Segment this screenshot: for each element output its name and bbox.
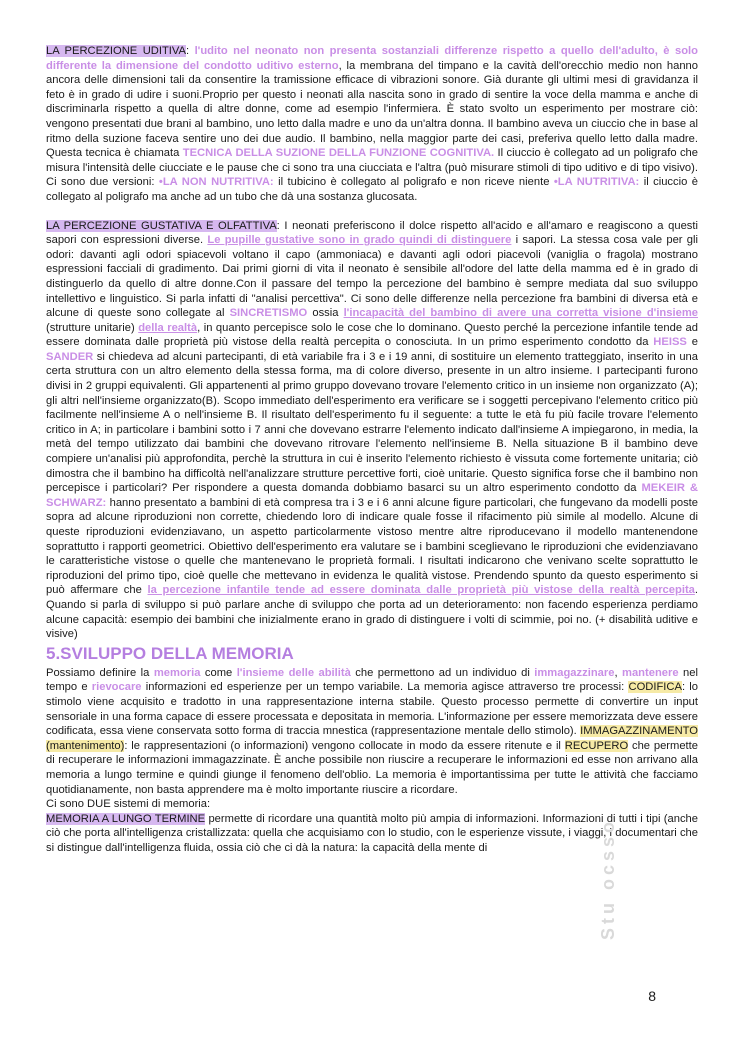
p3-run: che permette di recuperare le informazioni immagazzinate. È anche possibile non riuscire a recuperare le informazioni ed esse non arrivano alla memoria a lungo termine e quindi giunge il fenomeno dell'oblio. La memoria è importantissima per tutte le attività che facciamo quotidianamente, non basta apprendere ma è molto importante riuscire a ricordare. [46, 739, 698, 796]
p3-run: immagazzinare [534, 666, 615, 679]
p2-run: SINCRETISMO [229, 307, 308, 320]
p2-run: . Quando si parla di sviluppo si può parlare anche di sviluppo che porta ad un deterioramento: non facendo esperienza perdiamo alcune capacità: esempio dei bambini che inizialmente erano in grado di distinguere i volti di scimmie, poi no. (+ disabilità uditive e visive) [46, 584, 698, 641]
p1-run: Il ciuccio è collegato ad un poligrafo che misura l'intensità delle ciucciate e le pause che ci sono tra una ciucciata e l'altra (può misurare stimoli di tipo uditivo e di tipo visivo). Ci sono due versioni: [46, 147, 698, 189]
watermark: Stu ocsso [598, 817, 618, 940]
section-heading-memoria: 5.SVILUPPO DELLA MEMORIA [46, 643, 294, 663]
p3-run: rievocare [91, 681, 142, 694]
p1-run: •LA NUTRITIVA: [553, 176, 640, 189]
p2-run: SANDER [46, 350, 94, 363]
p2-run: l'incapacità del bambino di avere una corretta visione d'insieme [343, 307, 698, 320]
p2-run: MEKEIR & SCHWARZ: [46, 482, 698, 509]
p5-run: permette di ricordare una quantità molto più ampia di informazioni. Informazioni di tutti i tipi (anche ciò che porta all'intelligenza cristallizzata: quella che acquisiamo con lo studio, con le esperienze vissute, i viaggi, i documentari che si distingue dall'intelligenza fluida, ossia ciò che ci dà la natura: la capacità della mente di [46, 812, 699, 854]
p3-run: : lo stimolo viene acquisito e tradotto in una rappresentazione interna stabile. Questo processo permette di convertire un input sensoriale in una forma capace di essere processata e depositata in memoria. L'informazione per essere memorizzata deve essere codificata, essa viene conservata sotto forma di traccia mnestica (rappresentazione mentale dello stimolo). [46, 681, 698, 738]
p3-run: che permettono ad un individuo di [350, 666, 535, 679]
p5-run: MEMORIA A LUNGO TERMINE [46, 812, 206, 825]
p1-run: LA PERCEZIONE UDITIVA [46, 45, 187, 57]
p2-run: LA PERCEZIONE GUSTATIVA E OLFATTIVA [46, 219, 277, 232]
p3-run: : le rappresentazioni (o informazioni) vengono collocate in modo da essere ritenute e il [124, 739, 565, 752]
p3-run: , [614, 666, 623, 679]
p2-run: hanno presentato a bambini di età compresa tra i 3 e i 6 anni alcune figure particolari, che fungevano da modelli poste sopra ad alcune riproduzioni non corrette, chiedendo loro di indicare quale fosse il rifacimento più simile al modello. Alcune di queste riproduzioni evidenziavano, un aspetto particolarmente vistoso mentre altre riproducevano il modello mantenendone soprattutto i rapporti geometrici. Obiettivo dell'esperimento era valutare se i bambini sceglievano le riproduzioni che evidenziavano le caratteristiche vistose o quelle che mantenevano le proprietà formali. I risultati indicarono che venivano scelte soprattutto le riproduzioni del primo tipo, cioè quelle che mettevano in evidenza le qualità vistose. Prendendo spunto da questo esperimento si può affermare che [46, 496, 698, 597]
p1-run: TECNICA DELLA SUZIONE DELLA FUNZIONE COGNITIVA. [182, 147, 495, 160]
p3-run: Possiamo definire la [46, 666, 154, 679]
p1-run: , la membrana del timpano e la cavità dell'orecchio medio non hanno ancora delle dimensioni tali da consentire la tramissione efficace di vibrazioni sonore. Già durante gli ultimi mesi di gravidanza il feto è in grado di udire i suoni.Proprio per questo i neonati alla nascita sono in grado di sentire la voce della mamma e anche di discriminarla rispetto a quella di altre donne, come ad esempio l'infermiera. È stato svolto un esperimento per mostrare ciò: vengono presentati due brani al bambino, uno letto dalla madre e uno da un'altra donna. Il bambino aveva un ciuccio che in base al ritmo della suzione faceva sentire uno dei due audio. Il bambino, nella maggior parte dei casi, preferiva quello letto dalla madre. Questa tecnica è chiamata [46, 59, 698, 160]
p2-run: (strutture unitarie) [46, 321, 139, 334]
p3-run: l'insieme delle abilità [236, 666, 351, 679]
p2-run: HEISS [653, 336, 687, 349]
p3-run: come [200, 666, 237, 679]
p1-run: il tubicino è collegato al poligrafo e non riceve niente [273, 176, 554, 189]
p2-run: e [686, 336, 698, 349]
p3-run: nel tempo e [46, 666, 698, 694]
p2-run: : I neonati preferiscono il dolce rispetto all'acido e all'amaro e reagiscono a questi sapori con espressioni diverse. [46, 219, 698, 247]
p2-run: la percezione infantile tende ad essere dominata dalle proprietà più vistose della realtà percepita [147, 584, 695, 597]
p2-run: della realtà [138, 321, 198, 334]
p2-run: i sapori. La stessa cosa vale per gli odori: davanti agli odori spiacevoli voltano il capo (ammoniaca) e davanti agli odori piacevoli (vaniglia o fragola) mostrano espressioni facciali di gradimento. Dai primi giorni di vita il neonato è sensibile all'odore del latte della mamma ed è in grado di distinguerlo da quello di altre donne.Con il passare del tempo la percezione del bambino è sempre mediata dal suo sviluppo intellettivo e linguistico. Si parla infatti di "analisi percettiva". Ci sono delle differenze nella percezione fra bambini di diversa età e alcune di queste sono collegate al [46, 234, 698, 320]
p3-run: informazioni ed esperienze per un tempo variabile. La memoria agisce attraverso tre processi: [141, 681, 629, 694]
p3-run: RECUPERO [564, 739, 629, 752]
paragraph-percezione-uditiva [46, 44, 698, 205]
p3-run: mantenere [622, 666, 679, 679]
p1-run: il ciuccio è collegato al poligrafo ma anche ad un tubo che dà una sostanza glucosata. [46, 176, 698, 203]
p1-run: •LA NON NUTRITIVA: [158, 176, 274, 189]
p3-run: IMMAGAZZINAMENTO (mantenimento) [46, 725, 698, 752]
p1-run: l'udito nel neonato non presenta sostanziali differenze rispetto a quello dell'adulto, è solo differente la dimensione del condotto uditivo esterno [46, 45, 698, 72]
p3-run: CODIFICA [628, 681, 682, 694]
p2-run: ossia [307, 307, 344, 320]
page-number: 8 [648, 988, 656, 1004]
p4-run: Ci sono DUE sistemi di memoria: [46, 798, 211, 811]
p1-run: : [186, 45, 195, 57]
p2-run: si chiedeva ad alcuni partecipanti, di età variabile fra i 3 e i 19 anni, di sostituire un elemento tratteggiato, inserito in una certa struttura con un altro elemento della stessa forma, ma di colore diverso, presente in un altro insieme. I partecipanti furono divisi in 2 gruppi equivalenti. Gli appartenenti al primo gruppo dovevano trovare l'elemento critico in un insieme non organizzato (A); gli altri nell'insieme organizzato(B). Scopo immediato dell'esperimento era verificare se i soggetti percepivano l'elemento critico più facilmente nell'insieme A o nell'insieme B. Il risultato dell'esperimento fu il seguente: a tutte le età fu più facile trovare l'elemento critico in A; in particolare i bambini sotto i 7 anni che dovevano estrarre l'elemento indicato dall'insieme A impiegarono, in media, la metà del tempo utilizzato dai bambini che dovevano ritrovare l'elemento nell'insieme B. Nella situazione B il bambino deve compiere un'analisi più approfondita, perchè la struttura in cui è inserito l'elemento richiesto è vissuta come fortemente unitaria; ciò dimostra che il bambino ha difficoltà nell'analizzare strutture percettive forti, cioè unitarie. Questo significa forse che il bambino non percepisce i particolari? Per rispondere a questa domanda dobbiamo basarci su un altro esperimento condotto da [46, 350, 698, 495]
p2-run: Le pupille gustative sono in grado quindi di distinguere [207, 234, 512, 247]
p2-run: , in quanto percepisce solo le cose che lo dominano. Questo perché la percezione infantile tende ad essere dominata dalle proprietà più vistose della realtà percepita o conosciuta. In un primo esperimento condotto da [46, 321, 699, 349]
p3-run: memoria [153, 666, 201, 679]
